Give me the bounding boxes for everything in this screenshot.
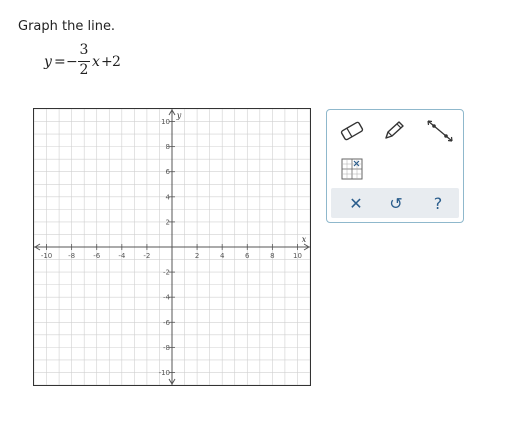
y-tick-label: 2	[165, 218, 170, 227]
eraser-tool-button[interactable]	[337, 118, 367, 144]
instruction-text: Graph the line.	[18, 19, 116, 34]
clear-button[interactable]: ✕	[349, 193, 363, 213]
line-tool-icon	[425, 118, 455, 144]
grid-table-tool-button[interactable]	[339, 156, 365, 182]
coordinate-graph[interactable]	[33, 108, 311, 386]
y-tick-label: -10	[158, 368, 170, 377]
pencil-tool-button[interactable]	[379, 118, 409, 144]
x-tick-label: -4	[118, 252, 126, 260]
equation-constant: 2	[112, 54, 121, 70]
y-tick-label: 6	[165, 168, 170, 177]
equation-variable: x	[92, 54, 100, 70]
x-tick-label: -8	[68, 252, 76, 260]
action-bar	[331, 188, 459, 218]
y-axis-label: y	[176, 111, 182, 120]
equation-plus: +	[101, 54, 113, 70]
x-axis-label: x	[301, 235, 307, 244]
x-tick-label: 2	[194, 252, 200, 260]
graph-canvas[interactable]	[34, 109, 310, 385]
undo-button[interactable]: ↺	[389, 193, 403, 213]
tool-panel	[326, 109, 464, 223]
equation-equals: =	[54, 54, 66, 70]
x-tick-label: 10	[292, 252, 302, 260]
equation-lhs: y	[44, 54, 52, 70]
help-button[interactable]: ?	[433, 193, 443, 213]
line-tool-button[interactable]	[423, 116, 457, 146]
y-tick-label: -2	[163, 268, 170, 277]
x-tick-label: -2	[143, 252, 151, 260]
pencil-icon	[382, 120, 406, 142]
x-tick-label: 4	[219, 252, 225, 260]
equation-sign: −	[66, 54, 78, 70]
y-tick-label: -6	[163, 318, 170, 327]
y-tick-label: -8	[163, 343, 170, 352]
x-tick-label: 8	[270, 252, 275, 260]
eraser-icon	[339, 121, 365, 141]
x-tick-label: 6	[245, 252, 250, 260]
y-tick-label: 8	[165, 143, 170, 152]
grid-table-icon	[341, 158, 363, 180]
y-tick-label: 4	[165, 193, 170, 202]
y-tick-label: 10	[161, 118, 170, 127]
y-tick-label: -4	[163, 293, 170, 302]
x-tick-label: -10	[40, 252, 53, 260]
x-tick-label: -6	[93, 252, 101, 260]
fraction-denominator: 2	[79, 62, 89, 78]
fraction-numerator: 3	[79, 42, 89, 58]
